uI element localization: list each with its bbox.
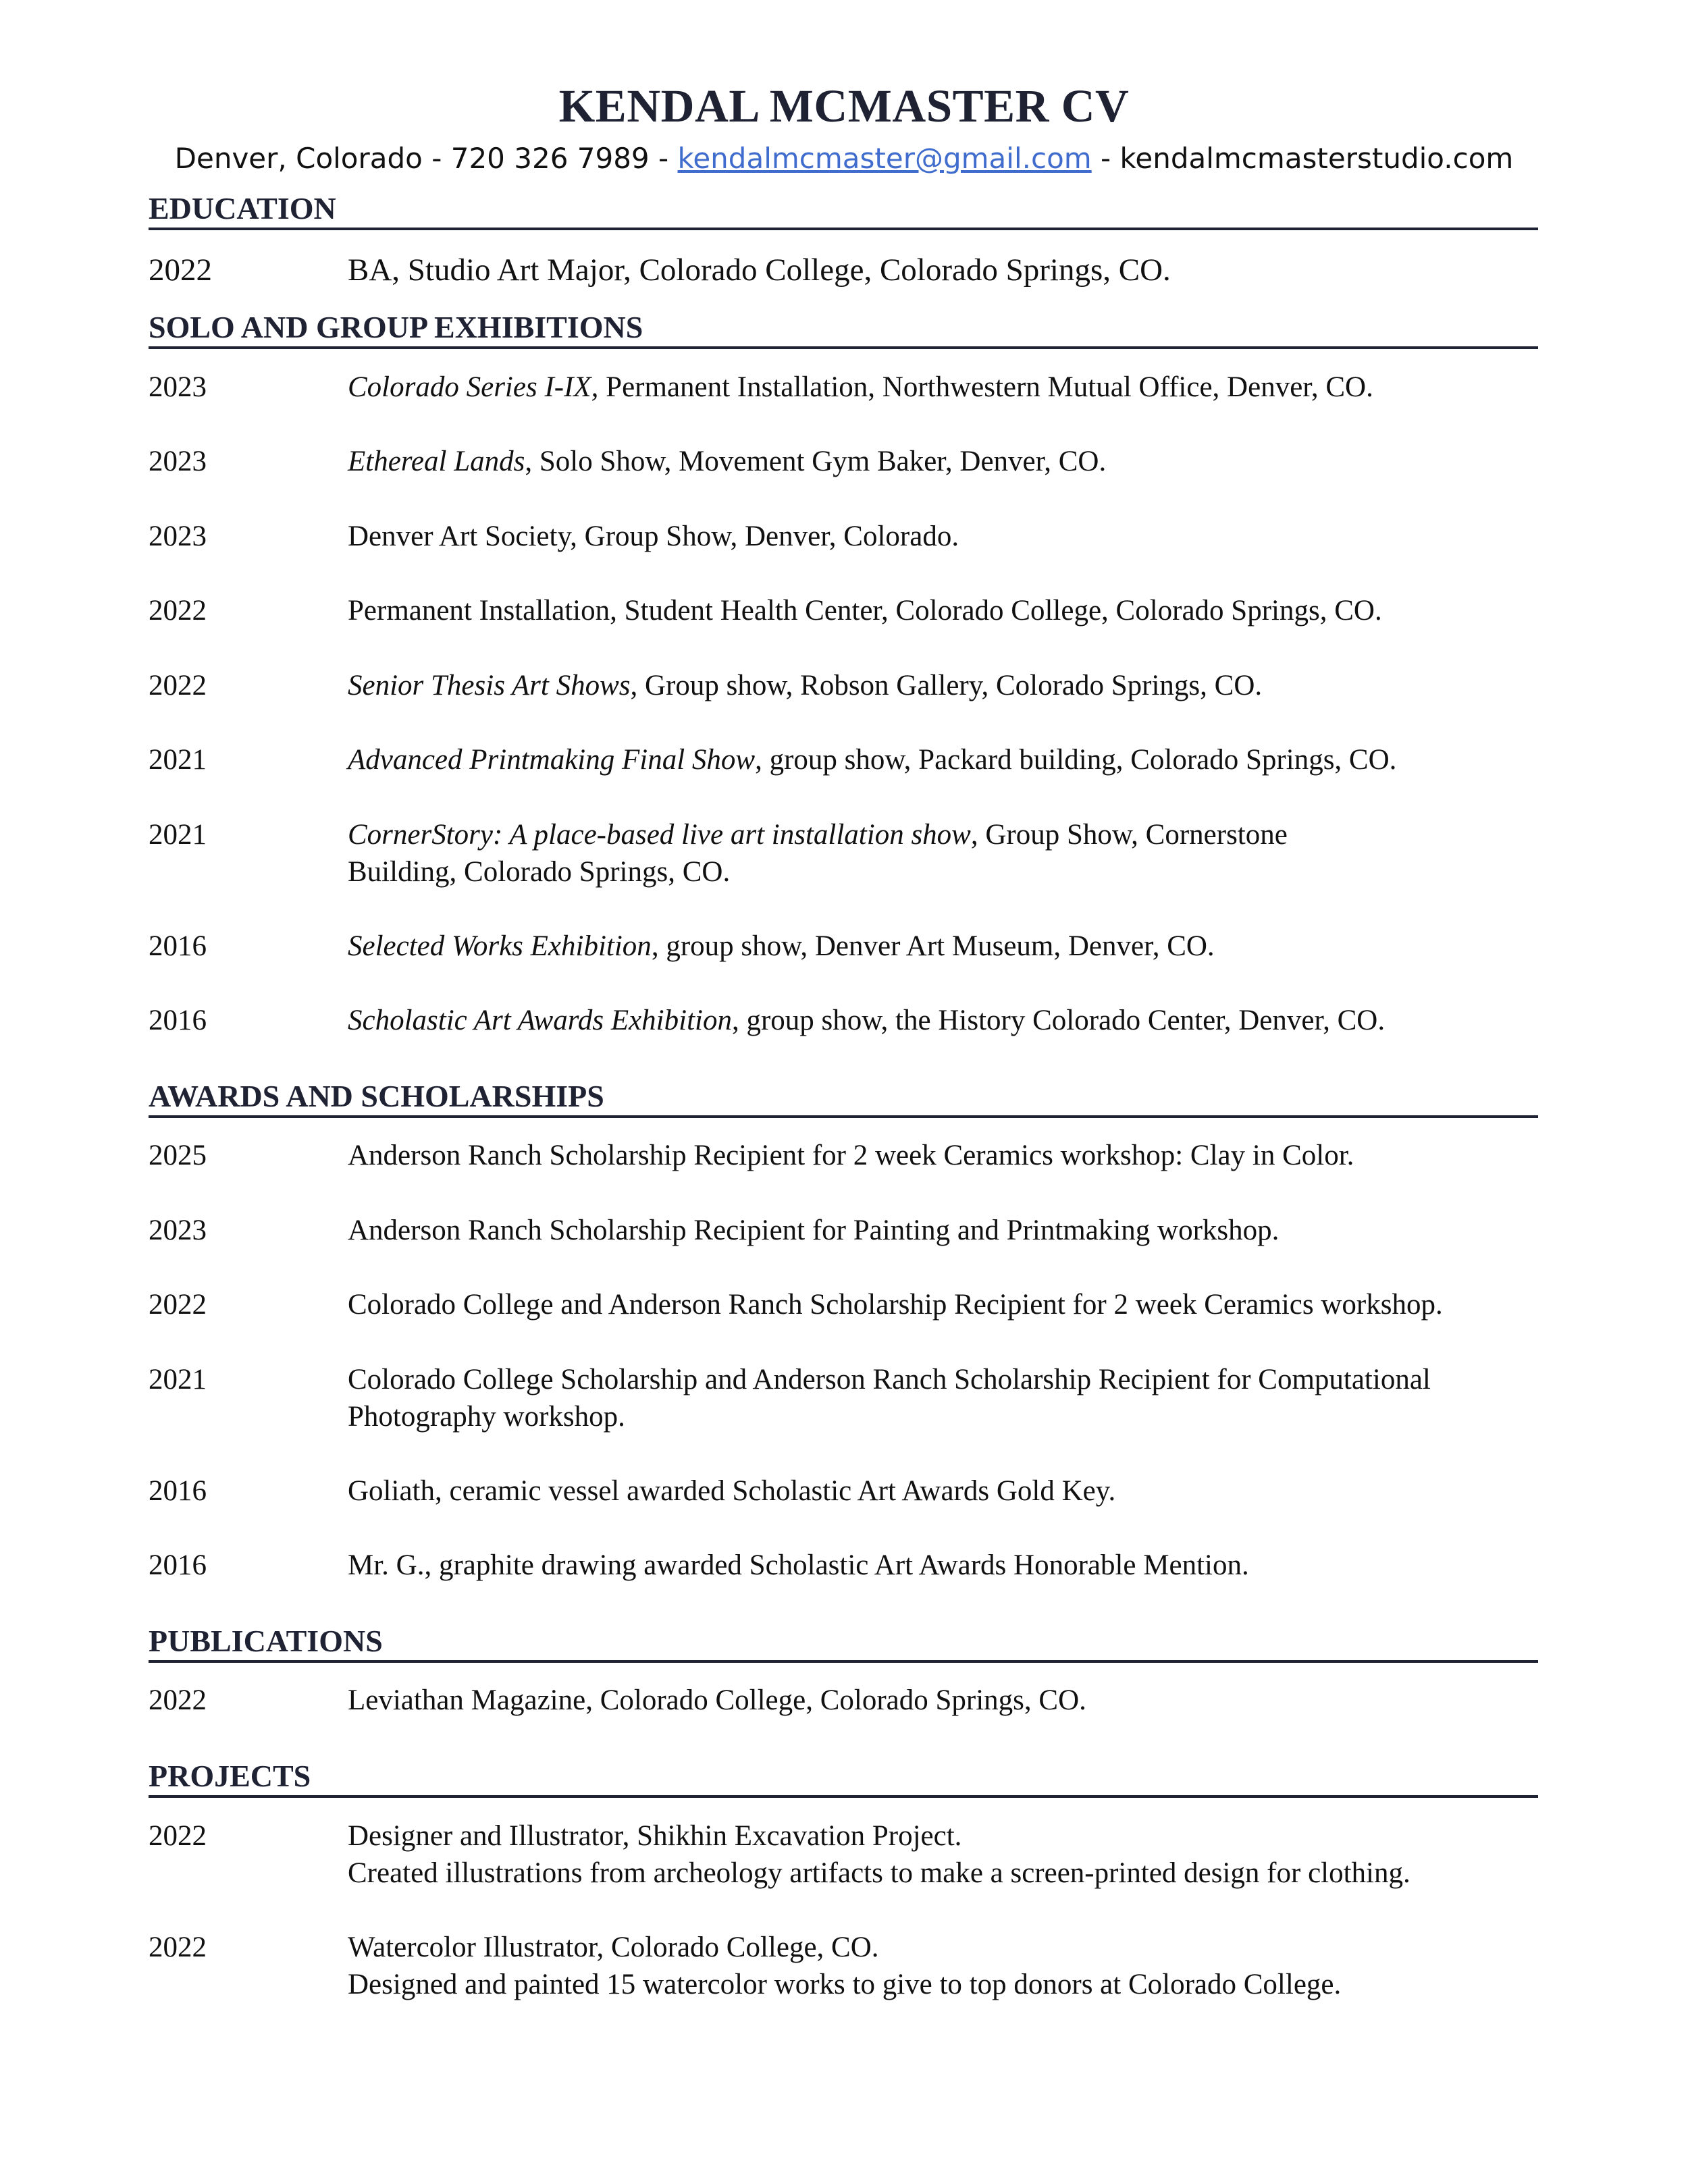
entry-year: 2022	[149, 595, 207, 627]
separator: -	[649, 142, 678, 175]
contact-line	[0, 138, 1688, 179]
entry-text	[348, 518, 1543, 555]
project-description: Designed and painted 15 watercolor works to give to top donors at Colorado College.	[348, 1969, 1342, 2000]
entry-year: 2022	[149, 252, 212, 288]
entry-year: 2025	[149, 1140, 207, 1171]
entry-text: Colorado College and Anderson Ranch Scholarship Recipient for 2 week Ceramics workshop.	[348, 1289, 1443, 1321]
exhibition-title: Ethereal Lands	[348, 446, 525, 477]
phone: 720 326 7989	[450, 142, 650, 175]
project-title: Watercolor Illustrator, Colorado College, CO.	[348, 1932, 879, 1963]
award-text-line2: Photography workshop.	[348, 1401, 625, 1433]
entry-year: 2023	[149, 371, 207, 403]
exhibition-title: Selected Works Exhibition	[348, 930, 652, 962]
page-title: KENDAL MCMASTER CV	[558, 80, 1130, 132]
entry-text: Goliath, ceramic vessel awarded Scholastic Art Awards Gold Key.	[348, 1475, 1116, 1507]
exhibition-details: Permanent Installation, Student Health Center, Colorado College, Colorado Springs, CO.	[348, 595, 1382, 627]
entry-text	[348, 741, 1543, 778]
exhibition-details: , group show, Packard building, Colorado Springs, CO.	[755, 744, 1397, 776]
entry-text	[348, 443, 1543, 480]
entry-text	[348, 816, 1543, 890]
entry-year: 2023	[149, 446, 207, 477]
entry-year: 2023	[149, 1215, 207, 1246]
entry-text	[348, 1817, 1543, 1892]
section-heading-education: EDUCATION	[149, 190, 1538, 230]
award-text: Colorado College Scholarship and Anderson Ranch Scholarship Recipient for Computational	[348, 1364, 1431, 1395]
entry-text	[348, 1929, 1543, 2003]
exhibition-title: CornerStory: A place-based live art installation show	[348, 819, 971, 851]
exhibition-title: Senior Thesis Art Shows	[348, 670, 631, 701]
entry-text: Anderson Ranch Scholarship Recipient for Painting and Printmaking workshop.	[348, 1215, 1280, 1246]
entry-text: BA, Studio Art Major, Colorado College, Colorado Springs, CO.	[348, 252, 1171, 288]
exhibition-title: Colorado Series I-IX,	[348, 371, 599, 403]
entry-year: 2022	[149, 1820, 207, 1852]
entry-text: Mr. G., graphite drawing awarded Scholastic Art Awards Honorable Mention.	[348, 1549, 1249, 1581]
section-heading-projects: PROJECTS	[149, 1757, 1538, 1798]
entry-year: 2021	[149, 1364, 207, 1395]
entry-year: 2022	[149, 1289, 207, 1321]
entry-year: 2016	[149, 930, 207, 962]
entry-text	[348, 667, 1543, 704]
exhibition-details: , group show, Denver Art Museum, Denver, CO.	[651, 930, 1215, 962]
entry-text	[348, 369, 1543, 406]
separator: -	[1091, 142, 1120, 175]
exhibition-details: Denver Art Society, Group Show, Denver, Colorado.	[348, 521, 959, 552]
exhibition-details: , Group show, Robson Gallery, Colorado Springs, CO.	[630, 670, 1263, 701]
section-heading-awards: AWARDS AND SCHOLARSHIPS	[149, 1077, 1538, 1118]
entry-text	[348, 592, 1543, 629]
exhibition-details: , group show, the History Colorado Center, Denver, CO.	[731, 1005, 1386, 1036]
exhibition-details: Permanent Installation, Northwestern Mutual Office, Denver, CO.	[598, 371, 1373, 403]
entry-text: Leviathan Magazine, Colorado College, Colorado Springs, CO.	[348, 1684, 1086, 1716]
entry-year: 2023	[149, 521, 207, 552]
section-heading-publications: PUBLICATIONS	[149, 1622, 1538, 1663]
entry-year: 2022	[149, 1932, 207, 1963]
entry-year: 2016	[149, 1475, 207, 1507]
entry-year: 2016	[149, 1549, 207, 1581]
exhibition-details: , Solo Show, Movement Gym Baker, Denver, CO.	[525, 446, 1107, 477]
project-description: Created illustrations from archeology artifacts to make a screen-printed design for clothing.	[348, 1857, 1410, 1889]
separator: -	[422, 142, 451, 175]
entry-year: 2022	[149, 1684, 207, 1716]
entry-year: 2016	[149, 1005, 207, 1036]
email-link[interactable]: kendalmcmaster@gmail.com	[677, 142, 1092, 175]
project-title: Designer and Illustrator, Shikhin Excavation Project.	[348, 1820, 962, 1852]
exhibition-details-line2: Building, Colorado Springs, CO.	[348, 856, 731, 888]
entry-year: 2022	[149, 670, 207, 701]
website: kendalmcmasterstudio.com	[1119, 142, 1514, 175]
exhibition-title: Scholastic Art Awards Exhibition	[348, 1005, 732, 1036]
entry-text	[348, 1361, 1543, 1435]
exhibition-title: Advanced Printmaking Final Show	[348, 744, 756, 776]
entry-text	[348, 928, 1543, 965]
entry-text	[348, 1002, 1543, 1039]
entry-text: Anderson Ranch Scholarship Recipient for 2 week Ceramics workshop: Clay in Color.	[348, 1140, 1354, 1171]
section-heading-exhibitions: SOLO AND GROUP EXHIBITIONS	[149, 309, 1538, 349]
exhibition-details: , Group Show, Cornerstone	[970, 819, 1288, 851]
entry-year: 2021	[149, 819, 207, 851]
entry-year: 2021	[149, 744, 207, 776]
location: Denver, Colorado	[174, 142, 423, 175]
